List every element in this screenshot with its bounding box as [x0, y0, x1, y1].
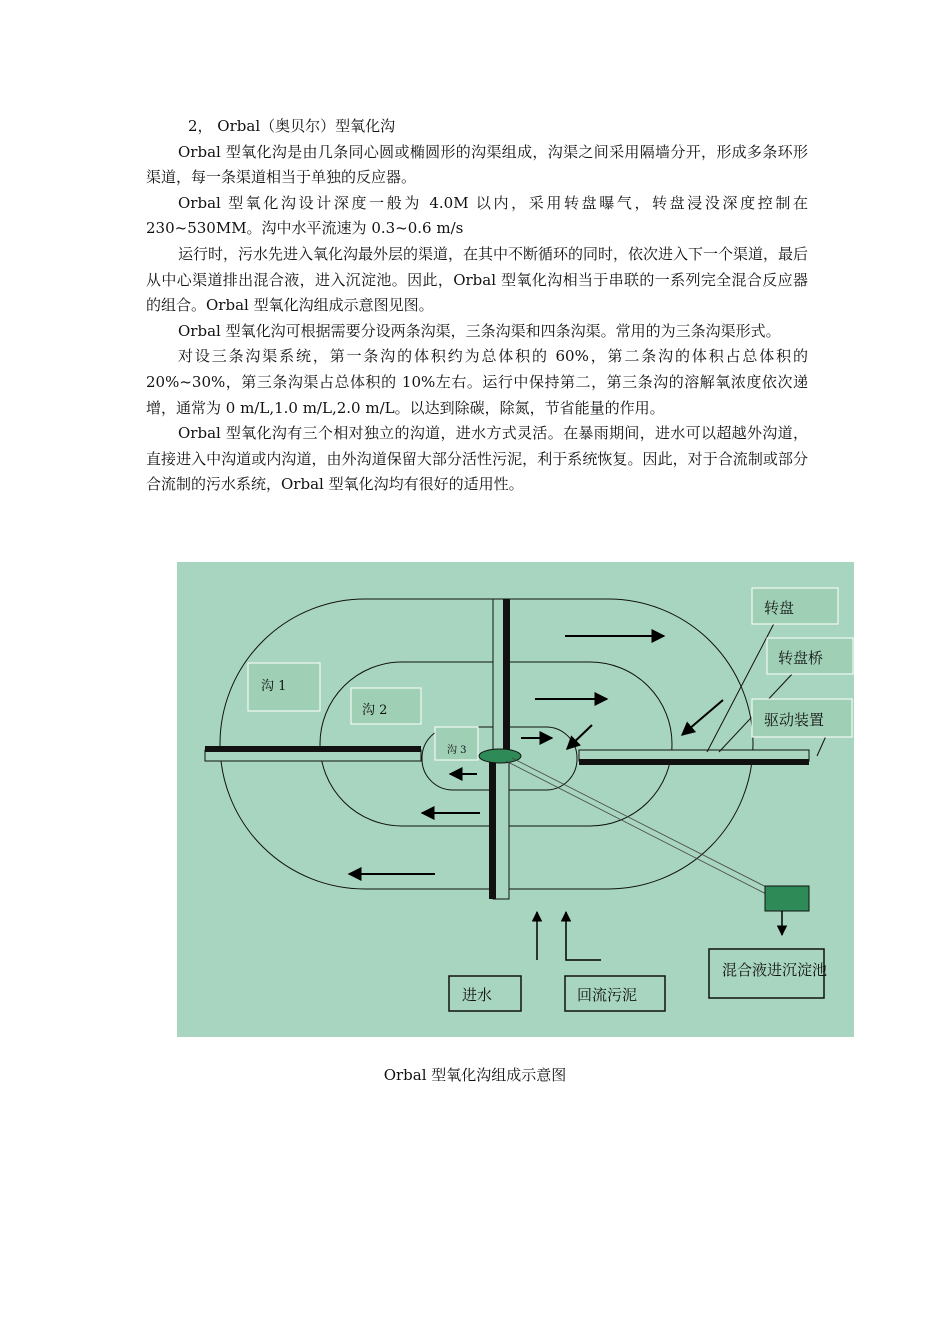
paragraph-2: Orbal 型氧化沟设计深度一般为 4.0M 以内，采用转盘曝气，转盘浸没深度控制在 230~530MM。沟中水平流速为 0.3~0.6 m/s — [146, 193, 808, 238]
figure-caption: Orbal 型氧化沟组成示意图 — [383, 1066, 567, 1084]
center-outlet — [479, 749, 521, 763]
right-disc-shaft — [579, 759, 809, 765]
orbal-diagram — [177, 562, 854, 1037]
bottom-vertical-shaft — [489, 762, 496, 899]
paragraph-3: 运行时，污水先进入氧化沟最外层的渠道，在其中不断循环的同时，依次进入下一个渠道，最后从中心渠道排出混合液，进入沉淀池。因此，Orbal 型氧化沟相当于串联的一系列完全混合反应器的组合。Orbal 型氧化沟组成示意图见图。 — [146, 244, 809, 315]
disc-label: 转盘 — [764, 599, 795, 617]
channel3-label: 沟 3 — [447, 745, 467, 756]
bridge-label: 转盘桥 — [778, 649, 824, 667]
article-body — [146, 114, 808, 498]
paragraph-4: Orbal 型氧化沟可根据需要分设两条沟渠，三条沟渠和四条沟渠。常用的为三条沟渠形式。 — [178, 321, 781, 340]
channel1-label: 沟 1 — [261, 679, 287, 694]
clarifier-inlet-box — [765, 886, 809, 911]
drive-label: 驱动装置 — [764, 711, 825, 729]
clarifier-label: 混合液进沉淀池 — [722, 961, 828, 979]
section-heading: 2， Orbal（奥贝尔）型氧化沟 — [188, 117, 396, 135]
return-sludge-label: 回流污泥 — [577, 986, 638, 1004]
channel2-label: 沟 2 — [362, 703, 388, 718]
left-disc-shaft — [205, 746, 421, 752]
inflow-label: 进水 — [462, 986, 493, 1004]
paragraph-1: Orbal 型氧化沟是由几条同心圆或椭圆形的沟渠组成，沟渠之间采用隔墙分开，形成多条环形渠道，每一条渠道相当于单独的反应器。 — [146, 142, 808, 187]
paragraph-6: Orbal 型氧化沟有三个相对独立的沟道，进水方式灵活。在暴雨期间，进水可以超越外沟道，直接进入中沟道或内沟道，由外沟道保留大部分活性污泥，利于系统恢复。因此，对于合流制或部分合流制的污水系统，Orbal 型氧化沟均有很好的适用性。 — [146, 424, 808, 494]
top-vertical-shaft — [503, 599, 510, 753]
orbal-diagram-svg — [177, 562, 854, 1037]
paragraph-5: 对设三条沟渠系统，第一条沟的体积约为总体积的 60%，第二条沟的体积占总体积的 20%~30%，第三条沟渠占总体积的 10%左右。运行中保持第二，第三条沟的溶解氧浓度依次递增，通常为 0 m/L,1.0 m/L,2.0 m/L。以达到除碳，除氮，节省能量的作用。 — [146, 347, 808, 417]
